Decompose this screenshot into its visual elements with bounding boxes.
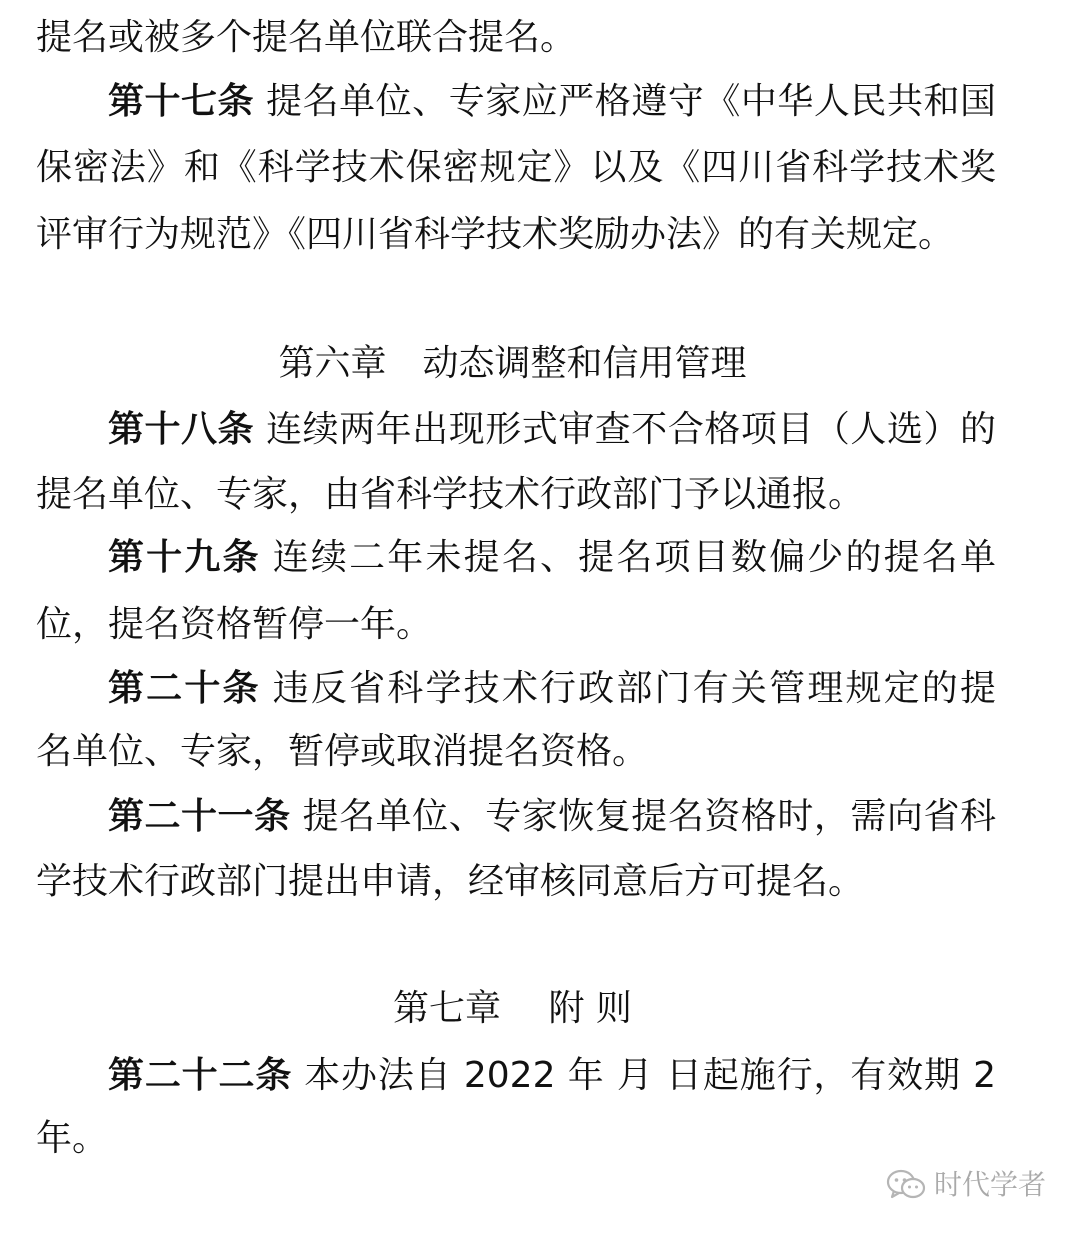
- text: 年。: [36, 1118, 109, 1159]
- article-20-line-1: [108, 657, 996, 721]
- article-17-line-3: [36, 203, 996, 267]
- chapter-heading: 第七章 附 则: [393, 988, 632, 1029]
- article-21-line-1: [108, 785, 996, 849]
- article-20-line-2: [36, 720, 996, 784]
- text: 名单位、专家，暂停或取消提名资格。: [36, 731, 649, 772]
- text: 提名或被多个提名单位联合提名。: [36, 17, 577, 58]
- text: 评审行为规范》《四川省科学技术奖励办法》的有关规定。: [36, 214, 955, 255]
- text: 位，提名资格暂停一年。: [36, 604, 433, 645]
- article-18-line-1: [108, 398, 996, 462]
- text: 违反省科学技术行政部门有关管理规定的提: [272, 668, 996, 709]
- chapter-heading: 第六章 动态调整和信用管理: [278, 343, 747, 384]
- watermark-text: 时代学者: [933, 1168, 1046, 1201]
- article-18-line-2: [36, 463, 996, 527]
- article-19-line-2: [36, 593, 996, 657]
- text: 提名单位、专家应严格遵守《中华人民共和国: [266, 81, 996, 122]
- article-22-line-2: [36, 1107, 996, 1171]
- text: 提名单位、专家，由省科学技术行政部门予以通报。: [36, 474, 865, 515]
- article-21-line-2: [36, 850, 996, 914]
- text: 本办法自 2022 年 月 日起施行，有效期 2: [304, 1055, 996, 1096]
- text: 学技术行政部门提出申请，经审核同意后方可提名。: [36, 861, 865, 902]
- article-19-line-1: [108, 526, 996, 590]
- article-heading: 第二十条: [108, 668, 261, 709]
- text: 保密法》和《科学技术保密规定》以及《四川省科学技术奖: [36, 147, 996, 188]
- text: 连续二年未提名、提名项目数偏少的提名单: [272, 537, 996, 578]
- article-22-line-1: [108, 1044, 996, 1108]
- article-heading: 第十九条: [108, 537, 261, 578]
- text: 连续两年出现形式审查不合格项目（人选）的: [266, 409, 996, 450]
- article-heading: 第十七条: [108, 81, 255, 122]
- article-heading: 第二十二条: [108, 1055, 293, 1096]
- wechat-icon: [886, 1168, 926, 1202]
- article-heading: 第二十一条: [108, 796, 291, 837]
- watermark: [886, 1165, 1046, 1205]
- paragraph-line: [36, 6, 996, 70]
- article-heading: 第十八条: [108, 409, 255, 450]
- article-17-line-1: [108, 70, 996, 134]
- text: 提名单位、专家恢复提名资格时，需向省科: [302, 796, 996, 837]
- article-17-line-2: [36, 136, 996, 200]
